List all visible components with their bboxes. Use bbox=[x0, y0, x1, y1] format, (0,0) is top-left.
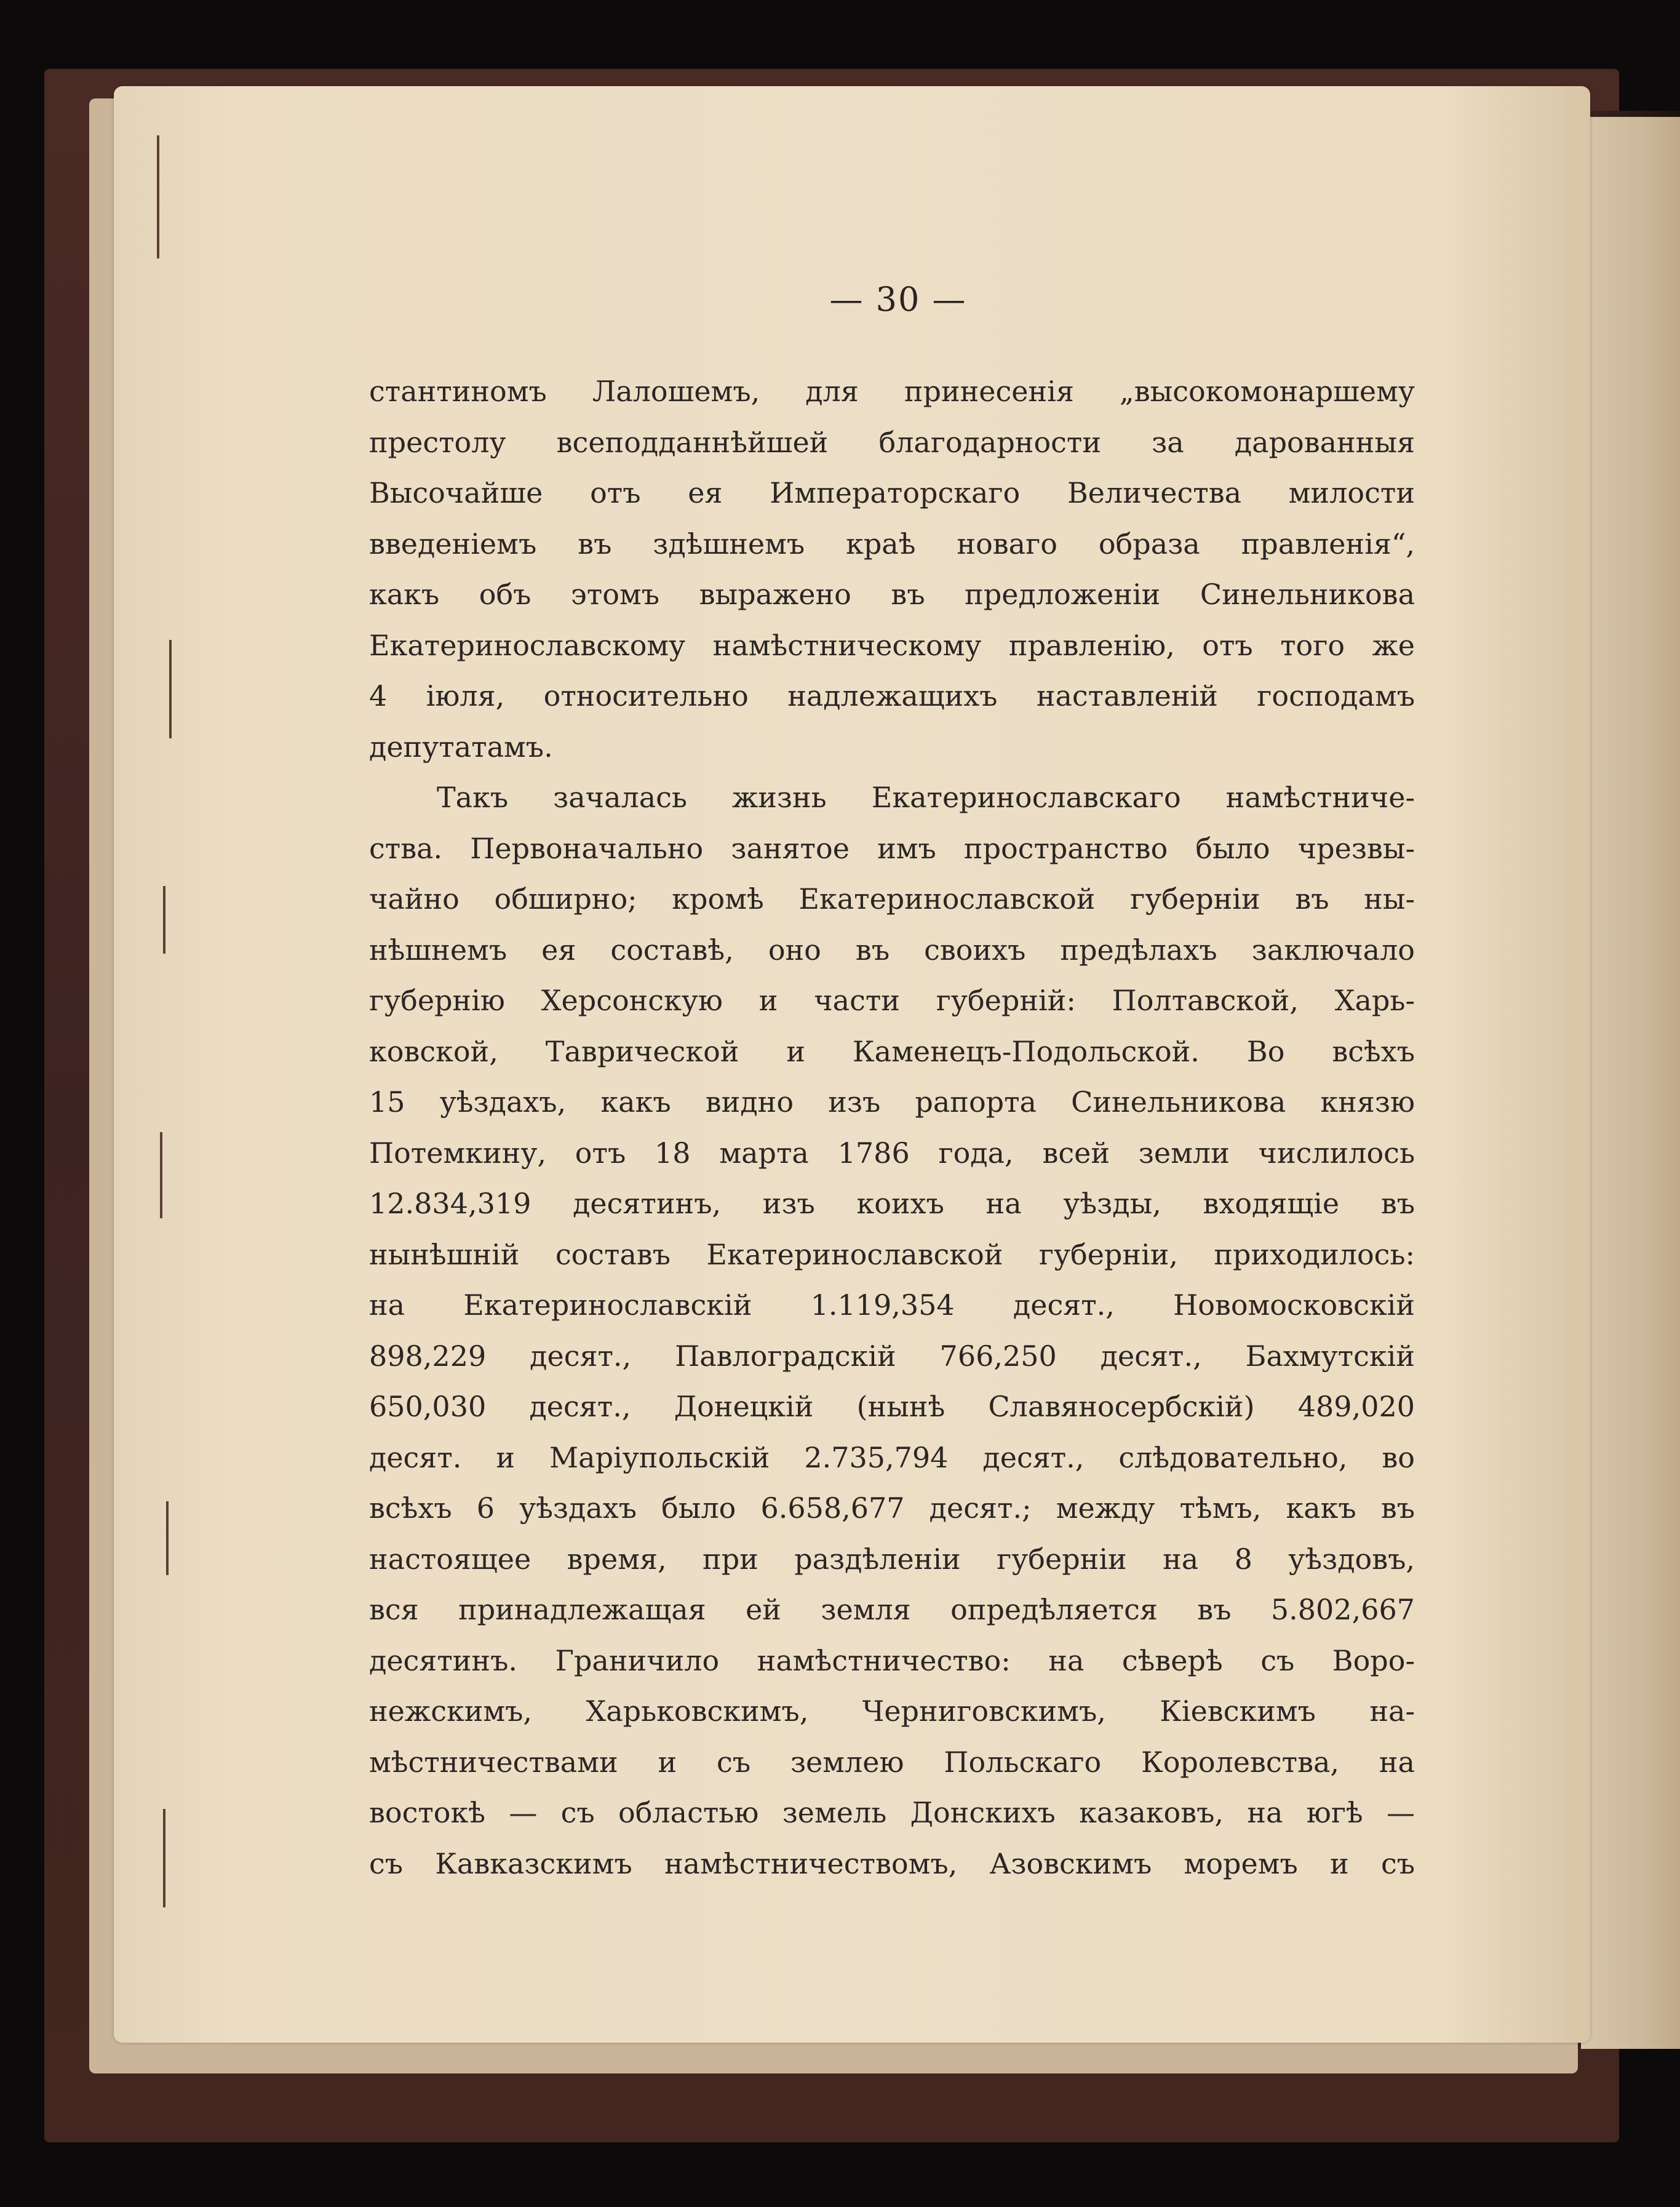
text-line: 650,030 десят., Донецкій (нынѣ Славяносербскій) 489,020 bbox=[369, 1390, 1415, 1423]
text-line: какъ объ этомъ выражено въ предложеніи Синельникова bbox=[369, 578, 1415, 611]
binding-mark bbox=[163, 886, 165, 954]
text-line: 15 уѣздахъ, какъ видно изъ рапорта Синельникова князю bbox=[369, 1085, 1415, 1119]
text-line: депутатамъ. bbox=[369, 730, 553, 764]
text-line: Екатеринославскому намѣстническому правленію, отъ того же bbox=[369, 628, 1415, 662]
text-line: десятинъ. Граничило намѣстничество: на сѣверѣ съ Воро- bbox=[369, 1643, 1415, 1677]
text-line: востокѣ — съ областью земель Донскихъ казаковъ, на югѣ — bbox=[369, 1796, 1415, 1829]
text-line: 12.834,319 десятинъ, изъ коихъ на уѣзды, входящіе въ bbox=[369, 1187, 1415, 1220]
text-line: Высочайше отъ ея Императорскаго Величества милости bbox=[369, 476, 1415, 509]
text-line: нежскимъ, Харьковскимъ, Черниговскимъ, Кіевскимъ на- bbox=[369, 1694, 1415, 1728]
text-line: десят. и Маріупольскій 2.735,794 десят., слѣдовательно, во bbox=[369, 1440, 1415, 1474]
text-line: престолу всеподданнѣйшей благодарности за дарованныя bbox=[369, 425, 1415, 459]
binding-mark bbox=[166, 1501, 169, 1575]
text-line: ства. Первоначально занятое имъ пространство было чрезвы- bbox=[369, 831, 1415, 865]
text-line: 4 іюля, относительно надлежащихъ наставленій господамъ bbox=[369, 679, 1415, 712]
page-number: — 30 — bbox=[829, 280, 967, 319]
paragraph-first-line: Такъ зачалась жизнь Екатеринославскаго намѣстниче- bbox=[437, 781, 1415, 814]
text-line: губернію Херсонскую и части губерній: Полтавской, Харь- bbox=[369, 984, 1415, 1017]
text-line: стантиномъ Лалошемъ, для принесенія „высокомонаршему bbox=[369, 375, 1415, 408]
binding-mark bbox=[163, 1809, 165, 1907]
facing-page-edge bbox=[1581, 117, 1680, 2049]
text-line: всѣхъ 6 уѣздахъ было 6.658,677 десят.; между тѣмъ, какъ въ bbox=[369, 1491, 1415, 1525]
binding-mark bbox=[169, 640, 172, 738]
text-line: вся принадлежащая ей земля опредѣляется въ 5.802,667 bbox=[369, 1593, 1415, 1626]
text-line: 898,229 десят., Павлоградскій 766,250 десят., Бахмутскій bbox=[369, 1339, 1415, 1373]
text-line: введеніемъ въ здѣшнемъ краѣ новаго образа правленія“, bbox=[369, 527, 1415, 561]
binding-mark bbox=[160, 1132, 162, 1218]
page-body-text bbox=[369, 366, 1415, 1889]
text-line: Потемкину, отъ 18 марта 1786 года, всей земли числилось bbox=[369, 1136, 1415, 1170]
text-line: нѣшнемъ ея составѣ, оно въ своихъ предѣлахъ заключало bbox=[369, 933, 1415, 967]
text-line: чайно обширно; кромѣ Екатеринославской губерніи въ ны- bbox=[369, 882, 1415, 916]
text-line: съ Кавказскимъ намѣстничествомъ, Азовскимъ моремъ и съ bbox=[369, 1846, 1415, 1880]
text-line: мѣстничествами и съ землею Польскаго Королевства, на bbox=[369, 1745, 1415, 1779]
text-line: нынѣшній составъ Екатеринославской губерніи, приходилось: bbox=[369, 1237, 1415, 1271]
text-line: настоящее время, при раздѣленіи губерніи на 8 уѣздовъ, bbox=[369, 1542, 1415, 1576]
binding-mark bbox=[157, 135, 159, 258]
text-line: ковской, Таврической и Каменецъ-Подольской. Во всѣхъ bbox=[369, 1034, 1415, 1068]
text-line: на Екатеринославскій 1.119,354 десят., Новомосковскій bbox=[369, 1288, 1415, 1322]
